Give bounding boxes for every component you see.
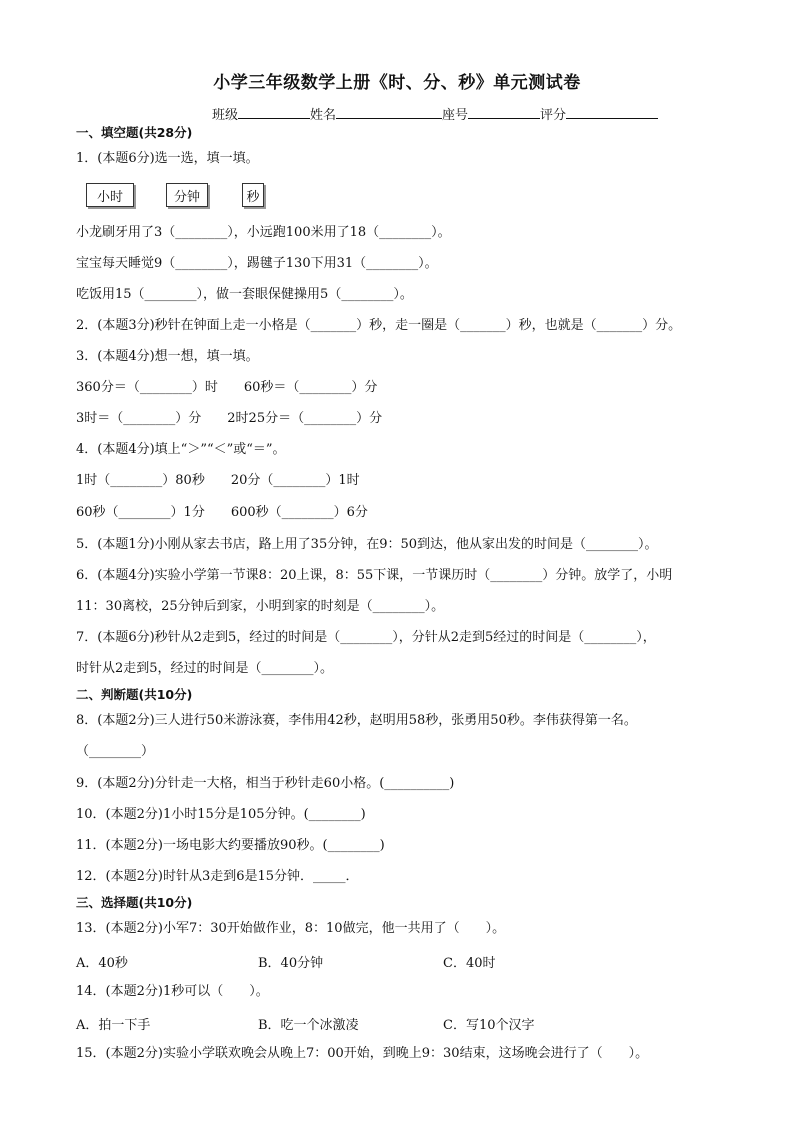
q13-option-a[interactable]: A．40秒 [76,956,128,971]
question-3: 3．(本题4分)想一想，填一填。 [76,349,259,364]
class-blank[interactable] [238,104,310,119]
student-info-line [212,104,658,123]
unit-box-minute: 分钟 [166,183,208,207]
question-6-cont: 11：30离校，25分钟后到家，小明到家的时刻是（________）。 [76,599,445,614]
question-5: 5．(本题1分)小刚从家去书店，路上用了35分钟，在9：50到达，他从家出发的时间是（________）。 [76,537,658,552]
q13-option-c[interactable]: C．40时 [443,956,496,971]
section-heading-choice: 三、选择题(共10分) [76,895,193,910]
question-6: 6．(本题4分)实验小学第一节课8：20上课，8：55下课，一节课历时（________）分钟。放学了，小明 [76,568,673,583]
question-1-line-1: 小龙刷牙用了3（________），小远跑100米用了18（________）。 [76,225,451,240]
score-blank[interactable] [566,104,658,119]
question-1-line-3: 吃饭用15（________），做一套眼保健操用5（________）。 [76,287,413,302]
question-4: 4．(本题4分)填上“＞”“＜”或“＝”。 [76,442,286,457]
question-2: 2．(本题3分)秒针在钟面上走一小格是（_______）秒，走一圈是（_______）秒，也就是（_______）分。 [76,318,682,333]
question-13: 13．(本题2分)小军7：30开始做作业，8：10做完，他一共用了（ ）。 [76,921,506,936]
section-heading-judge: 二、判断题(共10分) [76,687,193,702]
section-heading-fill: 一、填空题(共28分) [76,125,193,140]
question-14: 14．(本题2分)1秒可以（ ）。 [76,984,269,999]
name-label: 姓名 [310,108,337,123]
question-3-line-2: 3时＝（________）分 2时25分＝（________）分 [76,411,383,426]
score-label: 评分 [540,108,567,123]
name-blank[interactable] [336,104,442,119]
question-7: 7．(本题6分)秒针从2走到5，经过的时间是（________），分针从2走到5经过的时间是（________）， [76,630,656,645]
question-7-cont: 时针从2走到5，经过的时间是（________）。 [76,661,334,676]
class-label: 班级 [212,108,239,123]
question-8: 8．(本题2分)三人进行50米游泳赛，李伟用42秒，赵明用58秒，张勇用50秒。李伟获得第一名。 [76,713,637,728]
q14-option-c[interactable]: C．写10个汉字 [443,1018,535,1033]
seat-label: 座号 [442,108,469,123]
seat-blank[interactable] [468,104,540,119]
question-3-line-1: 360分＝（________）时 60秒＝（________）分 [76,380,378,395]
page-title: 小学三年级数学上册《时、分、秒》单元测试卷 [213,73,581,93]
question-10: 10．(本题2分)1小时15分是105分钟。(________) [76,807,366,822]
question-9: 9．(本题2分)分针走一大格，相当于秒针走60小格。(__________) [76,776,455,791]
question-1: 1．(本题6分)选一选，填一填。 [76,151,259,166]
question-8-answer: （________） [76,744,155,759]
q14-option-a[interactable]: A．拍一下手 [76,1018,151,1033]
question-11: 11．(本题2分)一场电影大约要播放90秒。(________) [76,838,385,853]
question-15: 15．(本题2分)实验小学联欢晚会从晚上7：00开始，到晚上9：30结束，这场晚会进行了（ ）。 [76,1046,649,1061]
unit-box-second: 秒 [242,183,264,207]
q13-option-b[interactable]: B．40分钟 [258,956,324,971]
unit-box-hour: 小时 [86,183,134,207]
question-4-line-2: 60秒（________）1分 600秒（________）6分 [76,505,368,520]
question-4-line-1: 1时（________）80秒 20分（________）1时 [76,473,360,488]
q14-option-b[interactable]: B．吃一个冰激凌 [258,1018,359,1033]
question-12: 12．(本题2分)时针从3走到6是15分钟．_____． [76,869,359,884]
question-1-line-2: 宝宝每天睡觉9（________），踢毽子130下用31（________）。 [76,256,438,271]
